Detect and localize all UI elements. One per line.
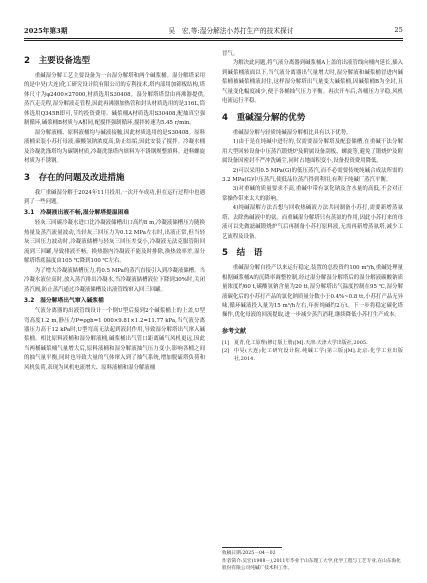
reference-text: 中昊(大连)化工研究设计院.纯碱工学(第三版)[M].北京:化学工业出版社,2014. bbox=[234, 347, 403, 362]
header-rule-bottom bbox=[24, 40, 403, 41]
paragraph: 3)对重碱的质量要求不高,重碱中带有氯化钠及含水量的高低,不会对正常操作带来太大的影响。 bbox=[222, 186, 403, 202]
running-title: 吴 宏,等:湿分解法小苏打生产的技术探讨 bbox=[168, 27, 294, 35]
running-header bbox=[24, 24, 403, 36]
reference-item bbox=[222, 339, 403, 347]
issue-label: 2025年第3期 bbox=[24, 27, 68, 35]
paragraph: 2)可以采用0.5 MPa(G)的低压蒸汽,而不必需要传统纯碱合成法所需的3.2 MPa(G)中压蒸汽,使低品位蒸汽得到利用,有利于纯碱厂蒸汽平衡。 bbox=[222, 167, 403, 183]
reference-number: [2] bbox=[222, 347, 230, 354]
paragraph: 重碱湿分解工艺主要设备为一台湿分解塔和两个碱浆桶。湿分解塔采用的是中昊(大连)化工研究设计院有限公司的专利技术,塔内部用加筛板结构,塔体尺寸为φ2400×27000,材质选用S30408。湿分解塔塔盘由再沸器提供,蒸汽走壳程,湿分解液走管程,因此再沸器加热管和封头材质选用的是316L,筒体选用Q345R即可,节约投资费用。碱浆桶A材质选用S30408,配抽真空强制循环,碱浆桶B材质与A相同,配搅拌强制循环,搅拌转速为5.45 r/min。 bbox=[24, 73, 205, 127]
right-column bbox=[222, 50, 403, 363]
footnote bbox=[222, 550, 403, 573]
reference-item bbox=[222, 347, 403, 363]
footnote-rule bbox=[222, 547, 282, 548]
paragraph: 轻灰三回碳冷凝水进口比冷凝液储槽出口高约8 m,冷凝液储槽压力随换热量及蒸汽流量波动,当轻灰三回压力为0.12 MPa左右时,出液正常,但当轻灰三回压力波动时,冷凝液储槽与轻灰三回压差变小,冷凝液无法克服管阻回流到三回罐,导致排液不畅。换热器内冷凝液不能及时排除,换热效率差,湿分解塔塔底温度由105 ℃降到100 ℃左右。 bbox=[24, 220, 205, 265]
left-column bbox=[24, 50, 205, 373]
section-heading: 4 重碱湿分解的优势 bbox=[222, 112, 306, 123]
paragraph: 气液分离器的出液管线设计一个倒U型后接到2个碱浆桶上的上盖,U型弯高度1.2 m,静压力P=ρgh=1 000×9.81×1.2=11.77 kPa,当气液分离器压力高于12 kPa时,U型弯高无法起到液封作用,导致湿分解塔出气窜入碱浆桶。相比原料液桶和湿分解液桶,碱浆桶出气管口距离碱气风机更远,因此当两桶碱浆桶气量增大后,原料液桶和湿分解液抽气压力变小,影响各桶之间的抽气量平衡,同时也导致大量的气体窜入到了抽气系统,增加脱硫塔负荷和风机负荷,表现为风机电流增大、原料液桶和湿分解液桶 bbox=[24, 308, 205, 371]
references-heading: 参考文献 bbox=[222, 327, 247, 335]
paragraph: 为了增大冷凝液储槽压力,将0.5 MPa的蒸汽直接引入到冷凝液储槽。当冷凝水液位高时,放入蒸汽排出冷凝水,当冷凝液储槽液位下降到30%时,关闭蒸汽阀,防止蒸汽通过冷凝液储槽及出液管线窜入回三回罐。 bbox=[24, 267, 205, 293]
page-number: 25 bbox=[394, 26, 403, 34]
received-date: 收稿日期:2025－04－02 bbox=[222, 551, 276, 556]
paragraph: 1)由于是在纯碱中进行的,仅需要湿分解塔及配套储槽,在重碱干法分解用大型回转设备中压蒸汽锻烧炉及附属设备刮板、螺旋等,避免了锻烧炉及附属设备因密封不严冲洗碱尘,同时占地面积变小,设备投资费用降低。 bbox=[222, 139, 403, 165]
paragraph: 重碱湿分解与轻质纯碱湿分解相比具有以下优势。 bbox=[232, 129, 352, 136]
reference-text: 夏青,化工原理(修订版上册)[M].天津:天津大学出版社,2005. bbox=[234, 339, 368, 346]
paragraph: 为解决此问题,将气液分离器到碱浆桶A上盖的出液管线向桶内延长,插入到碱浆桶液面以下,当气液分离器出气量增大时,湿分解液和碱浆桶冒进内碱浆桶被碱浆桶液封住,这样湿分解塔出气量变大碱浆桶,因碱浆桶B为全封,且气量变化幅度减少,便于各桶抽气压力平衡。再次开车后,各桶压力平稳,风机电流运行平稳。 bbox=[222, 60, 403, 105]
section-heading: 5 结 语 bbox=[222, 248, 263, 259]
subsection-heading: 3.1 冷凝液出液不畅,湿分解塔提温困难 bbox=[24, 210, 130, 217]
paragraph: 重碱湿分解自投产以来运行稳定,装置的总投资约100 m³/h,重碱处理量根据碱浆桶A的沉降率调整控制,经过湿分解湿分解塔后的湿分解液碳酸钠质量浓度约60 t,碳酸氢钠含量为20 tt,湿分解塔出气温度控制在95 ℃,湿分解液碳化后的小苏打产品的氯化钠质量分数小于0.4%~0.8 tt,小苏打产品无异味,循环碱液投入量为15 m³/h左右,年折纯碱约2万t。下一步将稳定碳化塔操作,优化母液的回流提取,进一步减少蒸汽消耗,继续降低小苏打生产成本。 bbox=[222, 265, 403, 319]
header-rule-top bbox=[24, 38, 403, 39]
paragraph: 冒气。 bbox=[222, 51, 239, 57]
subsection-heading: 3.2 湿分解塔出气窜入碱浆桶 bbox=[24, 298, 104, 305]
section-heading: 2 主要设备选型 bbox=[24, 56, 91, 66]
paragraph: 我厂重碱湿分解于2024年11月投用,一次开车成功,但在运行过程中也遇到了一些问题。 bbox=[24, 189, 205, 205]
section-heading: 3 存在的问题及改进措施 bbox=[24, 172, 125, 183]
reference-number: [1] bbox=[222, 339, 230, 346]
paragraph: 湿分解液桶、原料液桶均与碱液接触,因此材质选用的是S30408。原料液桶采装小苏打母液,碳酸氢钠浓度高,防止结垢,因此安装了搅拌。冷凝水桶及冷凝洗涤塔均为碳钢材质,冷凝洗涤塔内填料为不锈钢规整填料。进料螺旋材质为不锈钢。 bbox=[24, 129, 205, 165]
author-bio: 作者简介:吴宏(1988－),2011年毕业于山东理工大学,化学工程与工艺专业,在山东海化股份有限公司纯碱厂技术科工作。 bbox=[222, 558, 401, 571]
paragraph: 4)纯碱湿解方法否想与回收热碱液方法共同制备小苏打,需要新增蒸氨塔、去除热碱液中的氨。而重碱湿分解塔只有蒸氨的作用,因此小苏打来的母液可以先做滤碱锻烧炉气后再制备小苏打原料液,无需再新增蒸氨塔,减少工艺流程及设备。 bbox=[222, 205, 403, 240]
